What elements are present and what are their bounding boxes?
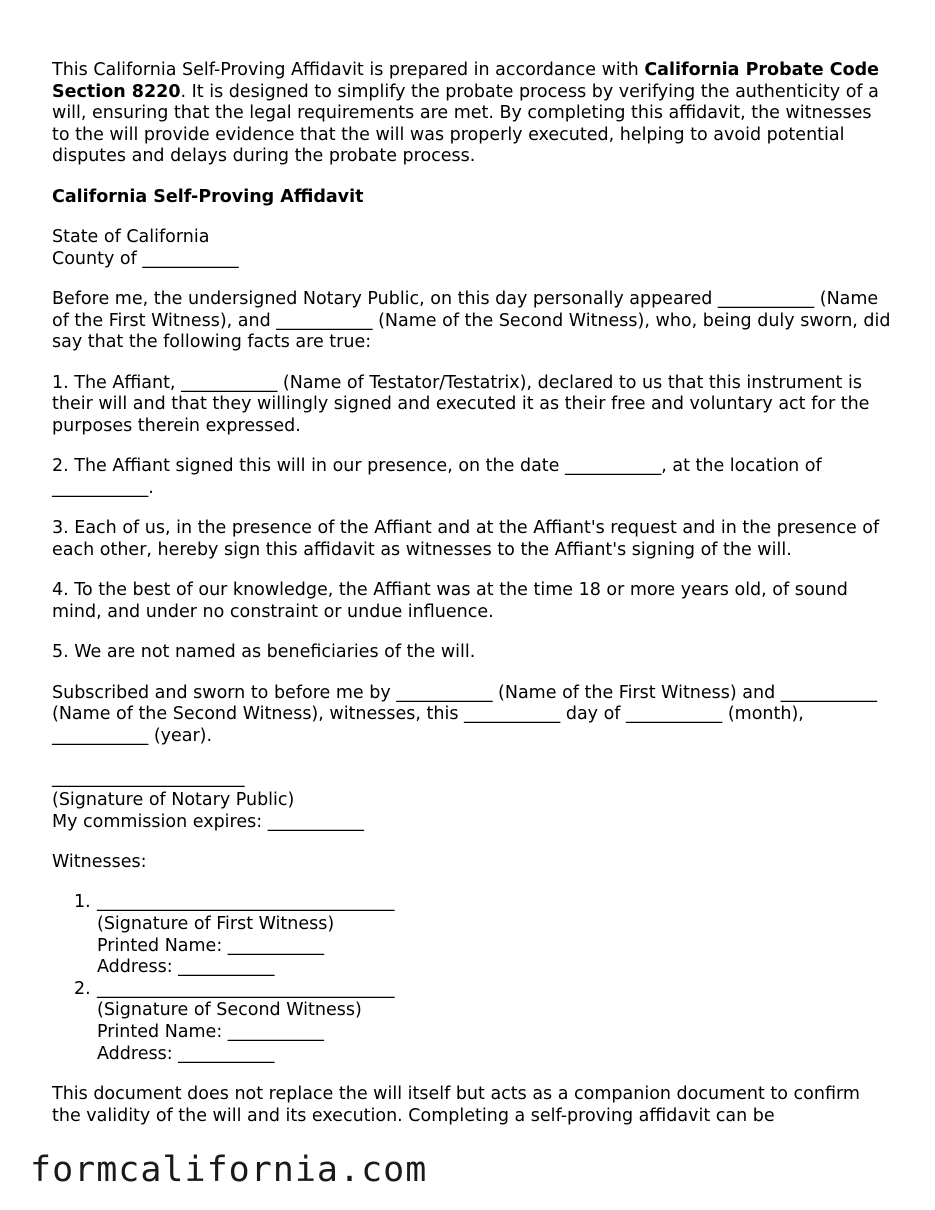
fact-item-4: 4. To the best of our knowledge, the Affiant was at the time 18 or more years old, of sound mind, and under no constraint or undue influence. [52,580,848,622]
witness-printed-name: Printed Name: ___________ [97,935,325,956]
witness-signature-caption: (Signature of Second Witness) [97,1000,362,1021]
notary-signature-block [52,768,892,833]
fact-item-5: 5. We are not named as beneficiaries of the will. [52,642,476,663]
witnesses-label: Witnesses: [52,852,147,872]
document-heading: California Self-Proving Affidavit [52,186,364,207]
witness-number: 1. [74,892,91,913]
witness-entry [52,979,892,1065]
witness-signature-line: __________________________________ [97,892,395,913]
intro-paragraph [52,60,892,168]
witness-entry [52,892,892,978]
fact-item-1: 1. The Affiant, ___________ (Name of Testator/Testatrix), declared to us that this instrument is their will and that they willingly signed and executed it as their free and voluntary act for the purposes therein expressed. [52,372,870,436]
closing-paragraph: This document does not replace the will itself but acts as a companion document to confirm the validity of the will and its execution. Completing a self-proving affidavit can be [52,1083,860,1126]
witness-address: Address: ___________ [97,1043,275,1064]
venue-county: County of ___________ [52,248,239,269]
witness-address: Address: ___________ [97,957,275,978]
site-watermark: formcalifornia.com [30,1150,428,1190]
witness-printed-name: Printed Name: ___________ [97,1021,325,1042]
intro-text-end: . It is designed to simplify the probate process by verifying the authenticity of a will, ensuring that the legal requirements are met. By completing this affidavit, the witnesses to the will provide evidence that the will was properly executed, helping to avoid potential disputes and delays during the probate process. [52,81,879,167]
commission-expiry: My commission expires: ___________ [52,811,364,832]
venue-block [52,227,892,270]
notary-signature-line: ______________________ [52,768,245,789]
jurat-paragraph: Subscribed and sworn to before me by ___________ (Name of the First Witness) and ___________ (Name of the Second Witness), witnesses, this ___________ day of ___________ (month), ___________ (year). [52,682,878,746]
preamble-paragraph: Before me, the undersigned Notary Public, on this day personally appeared ___________ (Name of the First Witness), and ___________ (Name of the Second Witness), who, being duly sworn, did say that the following facts are true: [52,289,891,353]
intro-text-start: This California Self-Proving Affidavit is prepared in accordance with [52,60,645,80]
fact-item-2: 2. The Affiant signed this will in our presence, on the date ___________, at the location of ___________. [52,456,822,498]
witness-signature-line: __________________________________ [97,978,395,999]
notary-signature-caption: (Signature of Notary Public) [52,790,295,811]
document-body [52,60,892,1127]
fact-item-3: 3. Each of us, in the presence of the Affiant and at the Affiant's request and in the presence of each other, hereby sign this affidavit as witnesses to the Affiant's signing of the will. [52,518,880,560]
witness-list [52,892,892,1065]
witness-signature-caption: (Signature of First Witness) [97,913,335,934]
venue-state: State of California [52,227,210,248]
statute-reference: California Probate Code Section 8220 [52,60,879,102]
witness-number: 2. [74,978,91,999]
